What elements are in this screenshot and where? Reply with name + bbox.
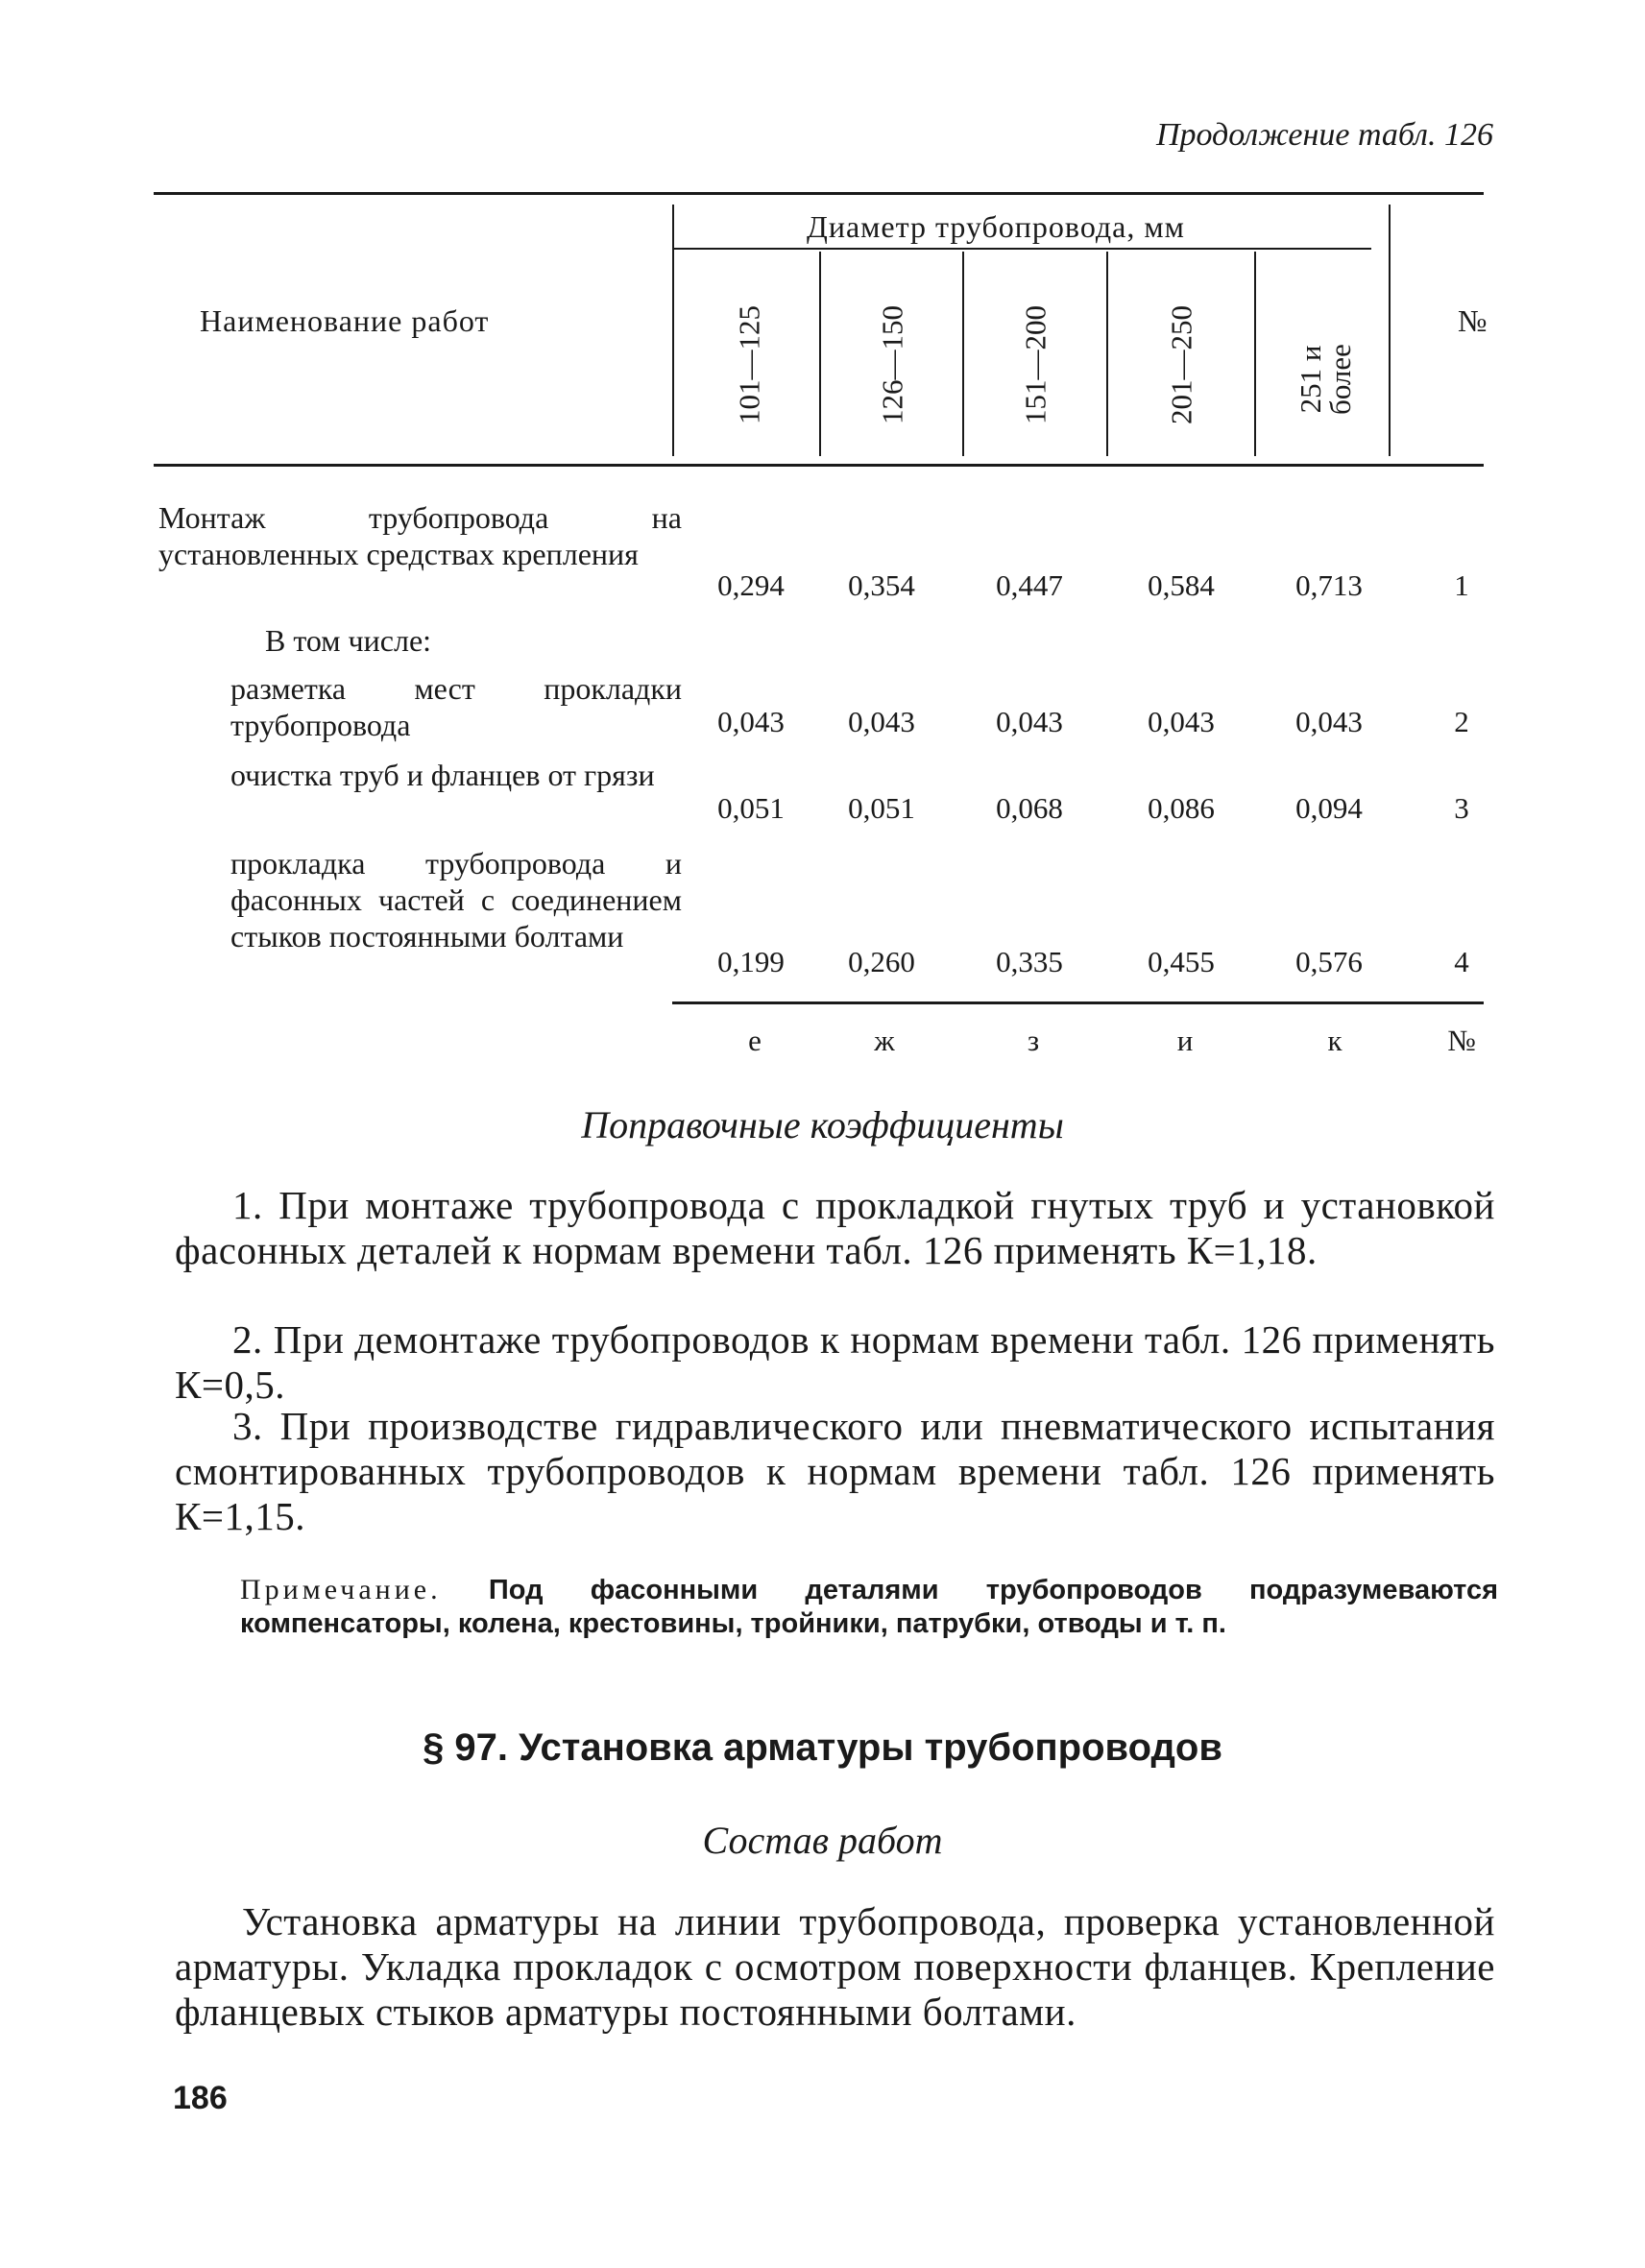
diameter-col-separator bbox=[962, 252, 964, 456]
cell: 0,051 bbox=[848, 791, 915, 825]
cell: 0,043 bbox=[1295, 705, 1363, 738]
diameter-subrule bbox=[672, 248, 1371, 250]
section-title: § 97. Установка арматуры трубопроводов bbox=[423, 1726, 1222, 1769]
coefficients-title: Поправочные коэффициенты bbox=[581, 1103, 1064, 1146]
diameter-label: 151—200 bbox=[1018, 305, 1052, 424]
diameter-label: 251 и более bbox=[1294, 344, 1357, 415]
cell: 0,086 bbox=[1148, 791, 1215, 825]
number-header: № bbox=[1458, 303, 1488, 338]
column-letter: з bbox=[1027, 1024, 1040, 1057]
coefficient-item: 3. При производстве гидравлического или пневматического испытания смонтированных трубопроводов к нормам времени табл. 126 применять К=1,15. bbox=[175, 1404, 1495, 1538]
row-number: 3 bbox=[1454, 791, 1469, 825]
note-text: Под фасонными деталями трубопроводов подразумеваются компенсаторы, колена, крестовины, тройники, патрубки, отводы и т. п. bbox=[240, 1575, 1498, 1639]
row-number: 2 bbox=[1454, 705, 1469, 738]
column-letter: е bbox=[748, 1024, 762, 1057]
section-body: Установка арматуры на линии трубопровода, проверка установленной арматуры. Укладка прокладок с осмотром поверхности фланцев. Крепление фланцевых стыков арматуры постоянными болтами. bbox=[175, 1899, 1495, 2034]
cell: 0,094 bbox=[1295, 791, 1363, 825]
note-label: Примечание. bbox=[240, 1574, 442, 1605]
diameter-label: 101—125 bbox=[732, 305, 766, 424]
continuation-caption: Продолжение табл. 126 bbox=[1155, 117, 1493, 153]
header-separator bbox=[1389, 205, 1391, 456]
note bbox=[240, 1573, 1498, 1641]
cell: 0,199 bbox=[717, 945, 785, 978]
section-subtitle: Состав работ bbox=[702, 1819, 943, 1862]
row-number: 1 bbox=[1454, 568, 1469, 602]
cell: 0,051 bbox=[717, 791, 785, 825]
cell: 0,294 bbox=[717, 568, 785, 602]
coefficient-item: 2. При демонтаже трубопроводов к нормам времени табл. 126 применять К=0,5. bbox=[175, 1317, 1495, 1407]
diameter-header: Диаметр трубопровода, мм bbox=[807, 209, 1185, 244]
cell: 0,043 bbox=[717, 705, 785, 738]
table-top-rule bbox=[154, 192, 1484, 195]
row-name: очистка труб и фланцев от грязи bbox=[230, 758, 655, 792]
row-name: разметка мест прокладки трубопровода bbox=[230, 671, 682, 742]
header-separator bbox=[672, 205, 674, 456]
diameter-label: 126—150 bbox=[875, 305, 909, 424]
diameter-label: 201—250 bbox=[1164, 305, 1198, 424]
column-letter: и bbox=[1176, 1024, 1194, 1057]
diameter-col-separator bbox=[1106, 252, 1108, 456]
coefficient-item: 1. При монтаже трубопровода с прокладкой гнутых труб и установкой фасонных деталей к нормам времени табл. 126 применять К=1,18. bbox=[175, 1183, 1495, 1272]
cell: 0,043 bbox=[848, 705, 915, 738]
row-name: прокладка трубопровода и фасонных частей с соединением стыков постоянными болтами bbox=[230, 846, 682, 953]
row-name: Монтаж трубопровода на установленных средствах крепления bbox=[158, 500, 682, 571]
cell: 0,043 bbox=[1148, 705, 1215, 738]
cell: 0,354 bbox=[848, 568, 915, 602]
cell: 0,576 bbox=[1295, 945, 1363, 978]
cell: 0,713 bbox=[1295, 568, 1363, 602]
row-subheading: В том числе: bbox=[265, 623, 432, 658]
cell: 0,335 bbox=[996, 945, 1063, 978]
row-number: 4 bbox=[1454, 945, 1469, 978]
page-number: 186 bbox=[173, 2080, 228, 2116]
column-letter: к bbox=[1327, 1024, 1343, 1057]
column-letter: ж bbox=[874, 1024, 895, 1057]
letters-number: № bbox=[1447, 1024, 1476, 1057]
cell: 0,455 bbox=[1148, 945, 1215, 978]
diameter-col-separator bbox=[1254, 252, 1256, 456]
cell: 0,584 bbox=[1148, 568, 1215, 602]
cell: 0,068 bbox=[996, 791, 1063, 825]
header-bottom-rule bbox=[154, 464, 1484, 467]
diameter-col-separator bbox=[819, 252, 821, 456]
cell: 0,447 bbox=[996, 568, 1063, 602]
table-bottom-rule bbox=[672, 1001, 1484, 1004]
cell: 0,043 bbox=[996, 705, 1063, 738]
cell: 0,260 bbox=[848, 945, 915, 978]
column-name-header: Наименование работ bbox=[200, 303, 490, 338]
